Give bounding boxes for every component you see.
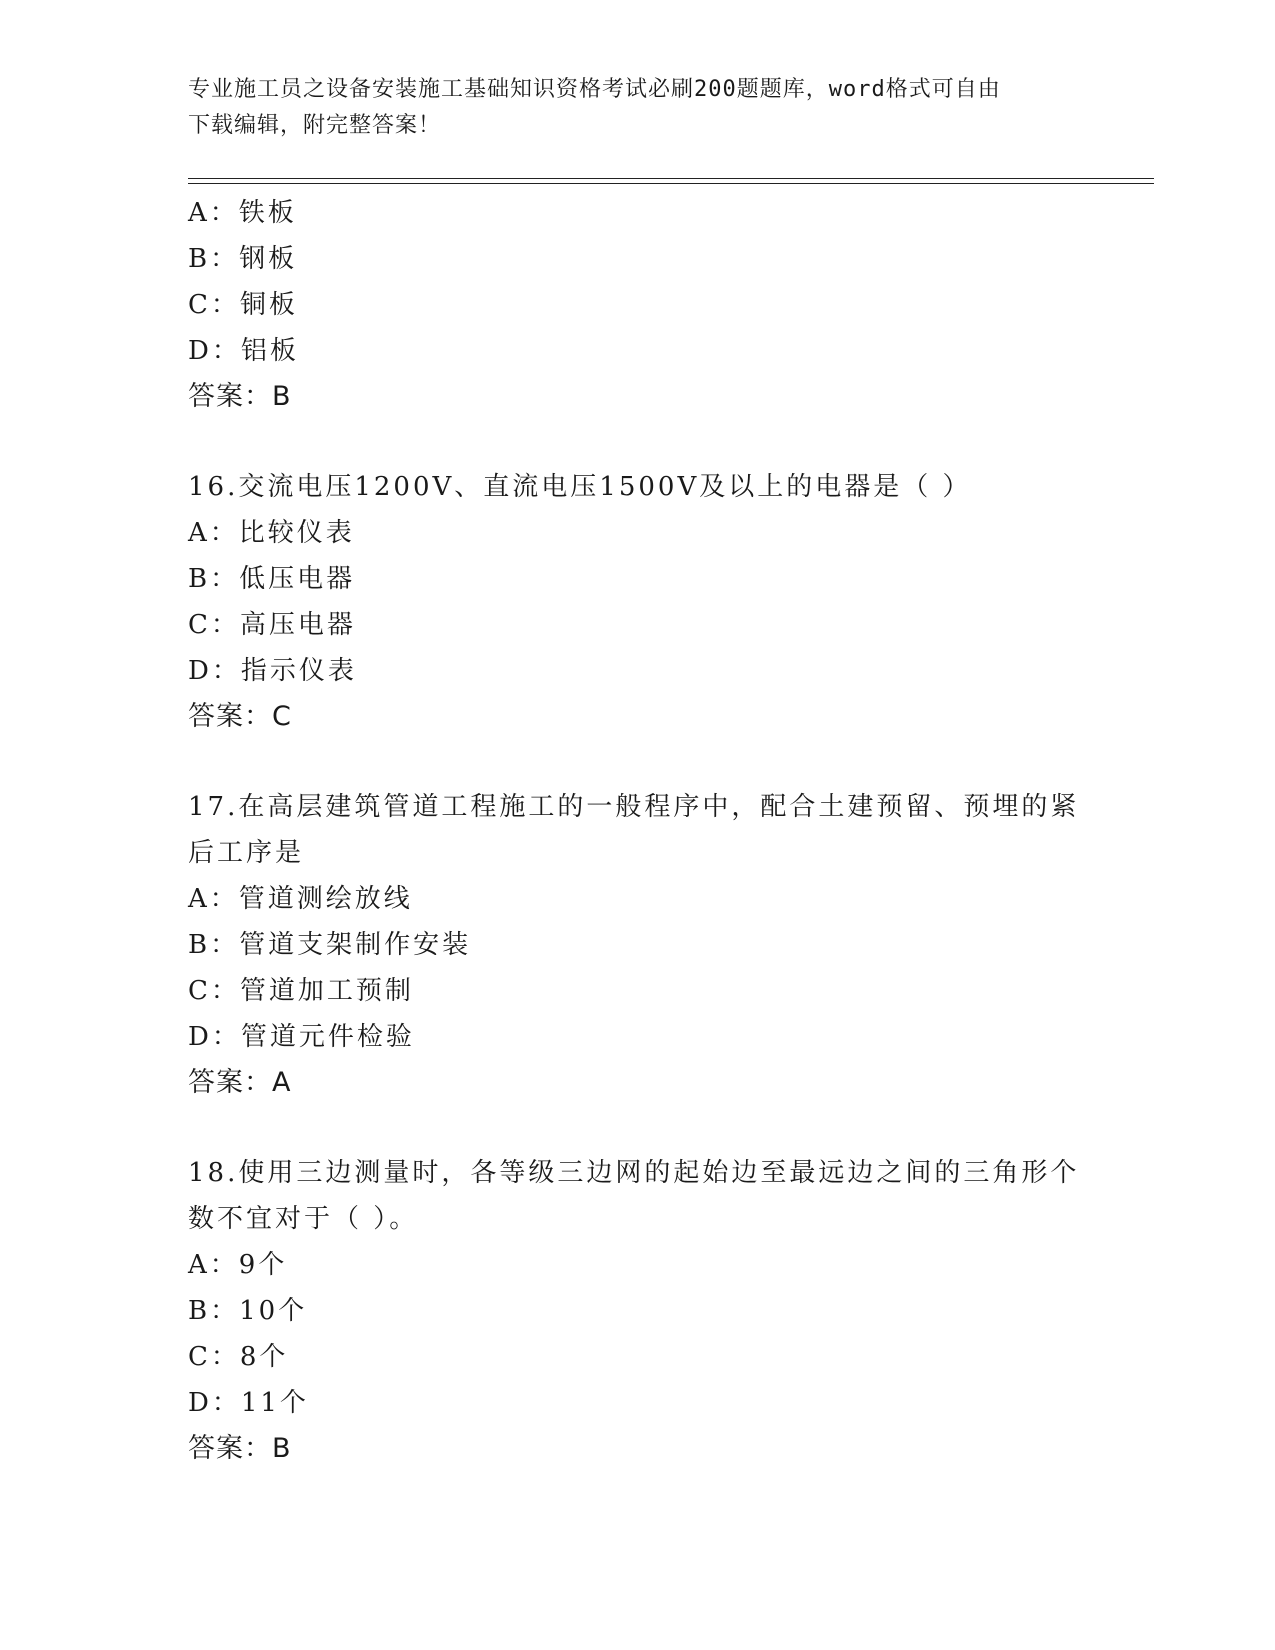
question-text-line-2: 后工序是 [188, 838, 305, 868]
option-b: B：管道支架制作安装 [188, 930, 472, 960]
spacer [188, 420, 1088, 464]
option-b: B：低压电器 [188, 564, 356, 594]
question-text-line-1: 17.在高层建筑管道工程施工的一般程序中，配合土建预留、预埋的紧 [188, 792, 1080, 822]
header-title-line-1: 专业施工员之设备安装施工基础知识资格考试必刷200题题库，word格式可自由 [188, 77, 1001, 102]
header-title-line-2: 下载编辑，附完整答案！ [188, 113, 442, 138]
question-17 [188, 784, 1088, 1106]
option-c: C：管道加工预制 [188, 976, 414, 1006]
question-text-line-2: 数不宜对于（ ）。 [188, 1204, 419, 1234]
document-header [188, 72, 1088, 144]
question-16 [188, 464, 1088, 740]
header-divider-bottom [188, 183, 1154, 184]
option-a: A：管道测绘放线 [188, 884, 413, 914]
option-d: D：指示仪表 [188, 656, 357, 686]
option-b: B：钢板 [188, 244, 298, 274]
question-18 [188, 1150, 1088, 1472]
option-c: C：铜板 [188, 290, 298, 320]
spacer [188, 1106, 1088, 1150]
option-a: A：9个 [188, 1250, 288, 1280]
option-d: D：11个 [188, 1388, 309, 1418]
answer-line: 答案：C [188, 701, 292, 732]
option-d: D：管道元件检验 [188, 1022, 415, 1052]
answer-line: 答案：A [188, 1067, 292, 1098]
answer-line: 答案：B [188, 1433, 292, 1464]
question-content [188, 190, 1088, 1472]
header-divider-top [188, 178, 1154, 179]
question-text-line-1: 18.使用三边测量时，各等级三边网的起始边至最远边之间的三角形个 [188, 1158, 1080, 1188]
spacer [188, 740, 1088, 784]
answer-line: 答案：B [188, 381, 292, 412]
option-a: A：比较仪表 [188, 518, 355, 548]
option-b: B：10个 [188, 1296, 308, 1326]
option-c: C：高压电器 [188, 610, 356, 640]
option-d: D：铝板 [188, 336, 299, 366]
option-c: C：8个 [188, 1342, 289, 1372]
question-text: 16.交流电压1200V、直流电压1500V及以上的电器是（ ） [188, 472, 972, 502]
question-15 [188, 190, 1088, 420]
option-a: A：铁板 [188, 198, 297, 228]
